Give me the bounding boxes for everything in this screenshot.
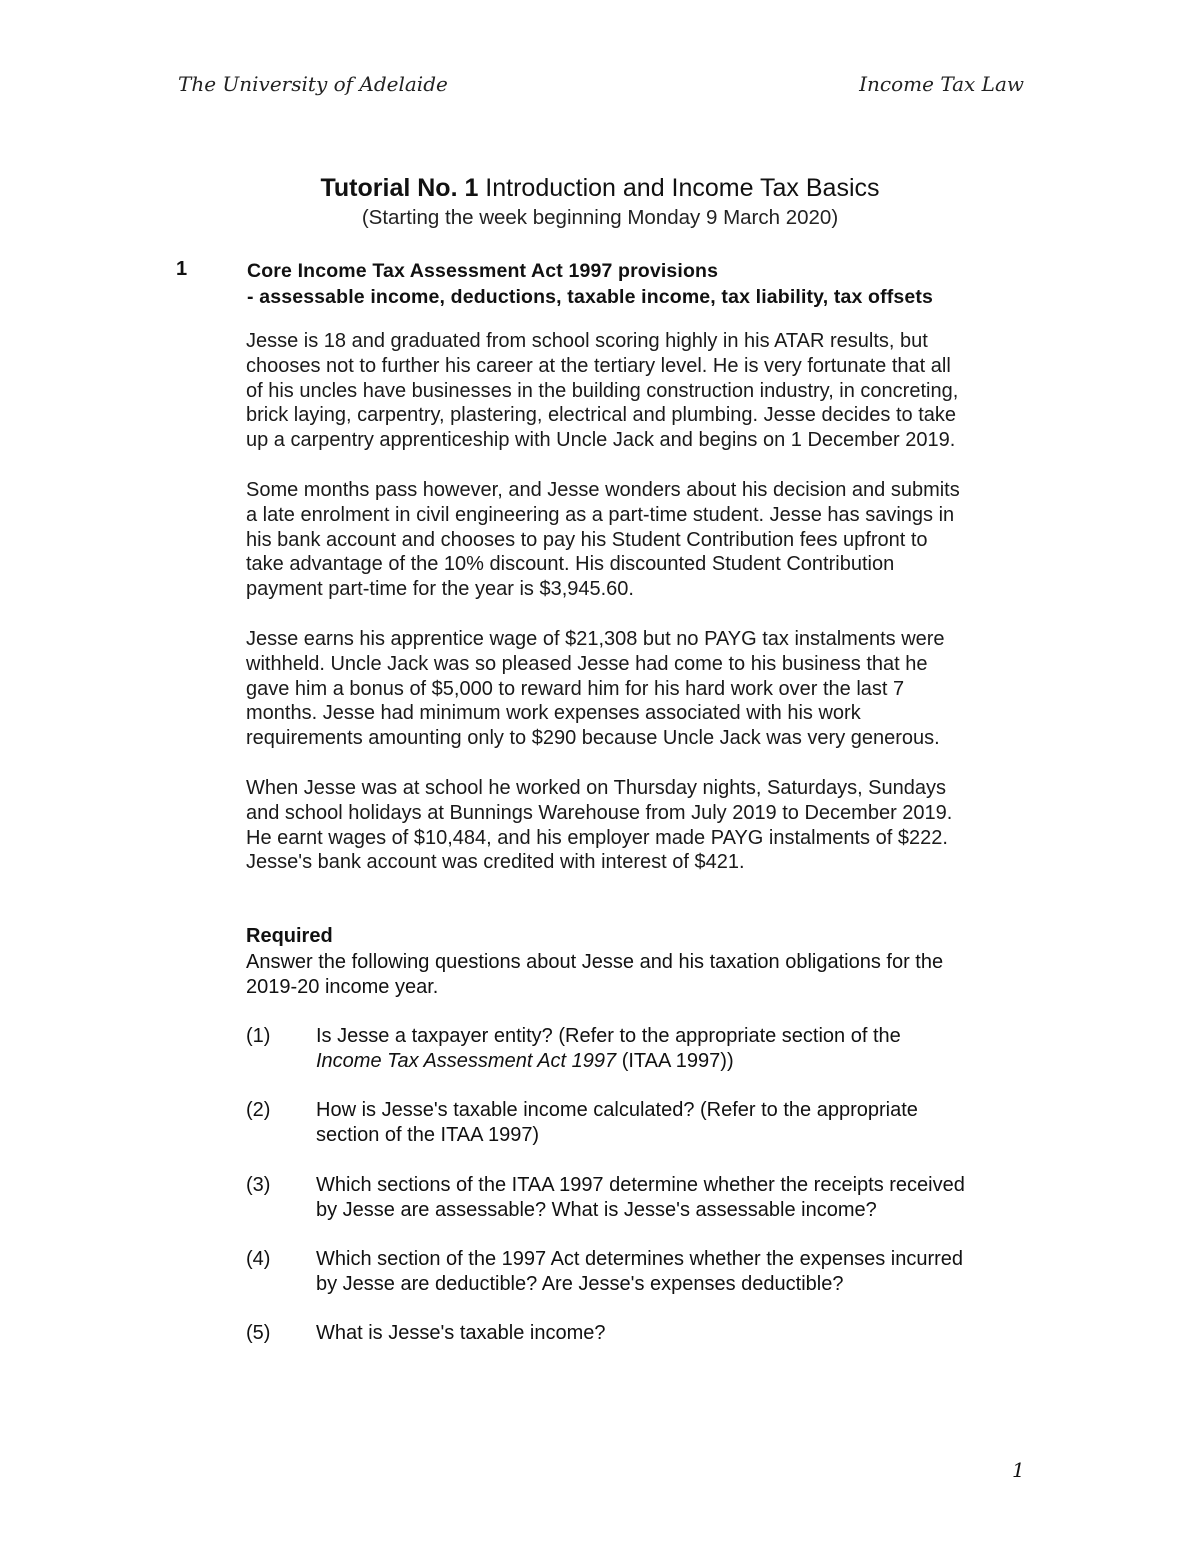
header-institution: The University of Adelaide [178,72,448,96]
paragraph-line: up a carpentry apprenticeship with Uncle Jack and begins on 1 December 2019. [246,429,956,452]
required-line: Answer the following questions about Jesse and his taxation obligations for the [246,951,944,973]
paragraph-line: Jesse is 18 and graduated from school scoring highly in his ATAR results, but [246,330,928,352]
title-tutorial-number: Tutorial No. 1 [320,174,479,202]
question-line: Which section of the 1997 Act determines whether the expenses incurred [316,1248,964,1270]
section-number: 1 [176,258,188,280]
paragraph-line: a late enrolment in civil engineering as a part-time student. Jesse has savings in [246,503,955,526]
document-title [0,174,1200,203]
paragraph-line: Jesse's bank account was credited with interest of $421. [246,851,745,874]
required-instructions [246,950,1036,1000]
question-number: (3) [246,1174,271,1196]
question-text [316,1024,1036,1074]
paragraph-3 [246,627,1036,751]
paragraph-2 [246,478,1036,602]
question-text [316,1098,1036,1148]
paragraph-line: of his uncles have businesses in the building construction industry, in concreting, [246,379,959,402]
paragraph-line: gave him a bonus of $5,000 to reward him for his hard work over the last 7 [246,677,905,700]
title-topic: Introduction and Income Tax Basics [478,174,880,202]
required-line: 2019-20 income year. [246,975,439,998]
paragraph-1 [246,329,1036,453]
question-number: (5) [246,1322,271,1344]
paragraph-line: his bank account and chooses to pay his Student Contribution fees upfront to [246,528,928,551]
paragraph-line: requirements amounting only to $290 because Uncle Jack was very generous. [246,727,940,750]
section-heading [247,258,1047,310]
required-heading: Required [246,925,333,947]
paragraph-line: brick laying, carpentry, plastering, electrical and plumbing. Jesse decides to take [246,404,956,427]
paragraph-line: When Jesse was at school he worked on Thursday nights, Saturdays, Sundays [246,777,947,799]
question-line: How is Jesse's taxable income calculated? (Refer to the appropriate [316,1099,918,1121]
paragraph-line: Jesse earns his apprentice wage of $21,308 but no PAYG tax instalments were [246,628,945,650]
question-line: section of the ITAA 1997) [316,1123,540,1146]
act-abbreviation: (ITAA 1997)) [616,1049,734,1072]
question-number: (4) [246,1248,271,1270]
question-number: (2) [246,1099,271,1121]
question-line: by Jesse are assessable? What is Jesse's assessable income? [316,1198,877,1221]
paragraph-line: months. Jesse had minimum work expenses associated with his work [246,702,861,725]
page-number: 1 [1012,1458,1025,1482]
header-course: Income Tax Law [859,72,1024,96]
question-line: by Jesse are deductible? Are Jesse's expenses deductible? [316,1272,844,1295]
section-heading-line2: - assessable income, deductions, taxable income, tax liability, tax offsets [247,286,934,308]
paragraph-line: payment part-time for the year is $3,945.60. [246,578,634,601]
paragraph-line: Some months pass however, and Jesse wonders about his decision and submits [246,479,960,501]
question-number: (1) [246,1025,271,1047]
question-text [316,1247,1036,1297]
paragraph-line: He earnt wages of $10,484, and his employer made PAYG instalments of $222. [246,826,948,849]
act-title: Income Tax Assessment Act 1997 [316,1049,617,1072]
question-line [316,1049,1036,1074]
paragraph-4 [246,776,1036,875]
question-line: What is Jesse's taxable income? [316,1322,606,1344]
paragraph-line: chooses not to further his career at the tertiary level. He is very fortunate that all [246,354,951,377]
section-heading-line1: Core Income Tax Assessment Act 1997 provisions [247,260,719,282]
question-text [316,1173,1036,1223]
document-subtitle: (Starting the week beginning Monday 9 March 2020) [361,206,839,229]
question-line: Which sections of the ITAA 1997 determine whether the receipts received [316,1174,965,1196]
question-line: Is Jesse a taxpayer entity? (Refer to the appropriate section of the [316,1025,901,1047]
question-text [316,1321,1036,1346]
paragraph-line: and school holidays at Bunnings Warehouse from July 2019 to December 2019. [246,801,953,824]
paragraph-line: withheld. Uncle Jack was so pleased Jesse had come to his business that he [246,652,928,675]
paragraph-line: take advantage of the 10% discount. His discounted Student Contribution [246,553,895,576]
